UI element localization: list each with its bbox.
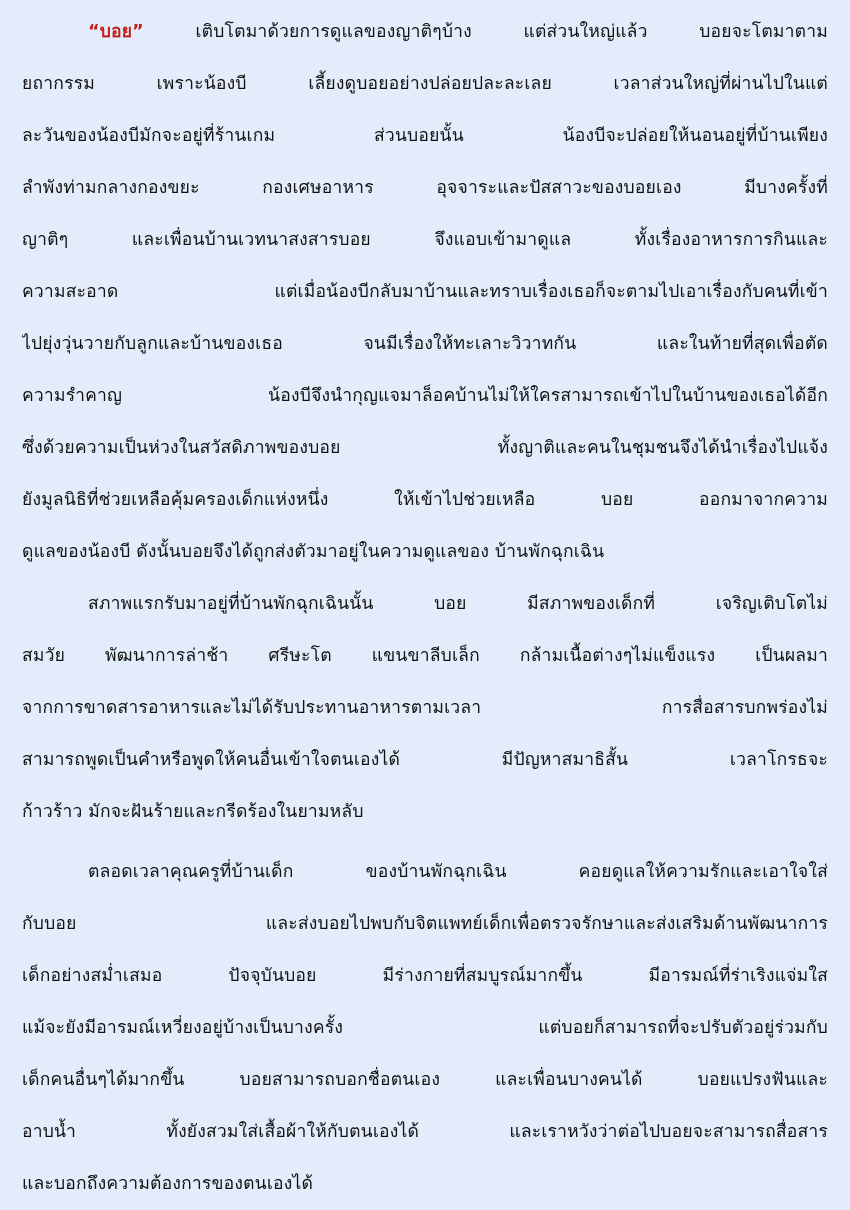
text-line: เด็กคนอื่นๆได้มากขึ้น บอยสามารถบอกชื่อตนเอง และเพื่อนบางคนได้ บอยแปรงฟันและ	[22, 1070, 828, 1090]
text-line: และบอกถึงความต้องการของตนเองได้	[22, 1174, 314, 1194]
text-line: ลำพังท่ามกลางกองขยะ กองเศษอาหาร อุจจาระและปัสสาวะของบอยเอง มีบางครั้งที่	[22, 178, 828, 198]
paragraph-3	[22, 846, 828, 1210]
text-line: ยังมูลนิธิที่ช่วยเหลือคุ้มครองเด็กแห่งหนึ่ง ให้เข้าไปช่วยเหลือ บอย ออกมาจากความ	[22, 490, 828, 510]
line-text: เติบโตมาด้วยการดูแลของญาติๆบ้าง แต่ส่วนใหญ่แล้ว บอยจะโตมาตาม	[143, 22, 828, 42]
paragraph-2	[22, 578, 828, 838]
text-line: สมวัย พัฒนาการล่าช้า ศรีษะโต แขนขาลีบเล็ก กล้ามเนื้อต่างๆไม่แข็งแรง เป็นผลมา	[22, 646, 828, 666]
paragraph-gap	[22, 838, 828, 846]
text-line: ตลอดเวลาคุณครูที่บ้านเด็ก ของบ้านพักฉุกเฉิน คอยดูแลให้ความรักและเอาใจใส่	[88, 862, 828, 882]
text-line: ดูแลของน้องบี ดังนั้นบอยจึงได้ถูกส่งตัวมาอยู่ในความดูแลของ บ้านพักฉุกเฉิน	[22, 542, 605, 562]
text-line: อาบน้ำ ทั้งยังสวมใส่เสื้อผ้าให้กับตนเองได้ และเราหวังว่าต่อไปบอยจะสามารถสื่อสาร	[22, 1122, 828, 1142]
text-line: เด็กอย่างสม่ำเสมอ ปัจจุบันบอย มีร่างกายที่สมบูรณ์มากขึ้น มีอารมณ์ที่ร่าเริงแจ่มใส	[22, 966, 828, 986]
paragraph-1	[22, 6, 828, 578]
text-line	[22, 6, 828, 58]
text-line: ญาติๆ และเพื่อนบ้านเวทนาสงสารบอย จึงแอบเข้ามาดูแล ทั้งเรื่องอาหารการกินและ	[22, 230, 828, 250]
text-line: ไปยุ่งวุ่นวายกับลูกและบ้านของเธอ จนมีเรื่องให้ทะเลาะวิวาทกัน และในท้ายที่สุดเพื่อตัด	[22, 334, 828, 354]
highlighted-name: “บอย”	[88, 22, 144, 42]
text-line: ความสะอาด แต่เมื่อน้องบีกลับมาบ้านและทราบเรื่องเธอก็จะตามไปเอาเรื่องกับคนที่เข้า	[22, 282, 828, 302]
text-line: ละวันของน้องบีมักจะอยู่ที่ร้านเกม ส่วนบอยนั้น น้องบีจะปล่อยให้นอนอยู่ที่บ้านเพียง	[22, 126, 828, 146]
text-line: สภาพแรกรับมาอยู่ที่บ้านพักฉุกเฉินนั้น บอย มีสภาพของเด็กที่ เจริญเติบโตไม่	[88, 594, 828, 614]
text-line: สามารถพูดเป็นคำหรือพูดให้คนอื่นเข้าใจตนเองได้ มีปัญหาสมาธิสั้น เวลาโกรธจะ	[22, 750, 828, 770]
text-line: ความรำคาญ น้องบีจึงนำกุญแจมาล็อคบ้านไม่ให้ใครสามารถเข้าไปในบ้านของเธอได้อีก	[22, 386, 828, 406]
text-line: แม้จะยังมีอารมณ์เหวี่ยงอยู่บ้างเป็นบางครั้ง แต่บอยก็สามารถที่จะปรับตัวอยู่ร่วมกับ	[22, 1018, 828, 1038]
text-line: ซึ่งด้วยความเป็นห่วงในสวัสดิภาพของบอย ทั้งญาติและคนในชุมชนจึงได้นำเรื่องไปแจ้ง	[22, 438, 828, 458]
text-line: จากการขาดสารอาหารและไม่ได้รับประทานอาหารตามเวลา การสื่อสารบกพร่องไม่	[22, 698, 828, 718]
text-line: กับบอย และส่งบอยไปพบกับจิตแพทย์เด็กเพื่อตรวจรักษาและส่งเสริมด้านพัฒนาการ	[22, 914, 828, 934]
text-line: ยถากรรม เพราะน้องบี เลี้ยงดูบอยอย่างปล่อยปละละเลย เวลาส่วนใหญ่ที่ผ่านไปในแต่	[22, 74, 828, 94]
text-line: ก้าวร้าว มักจะฝันร้ายและกรีดร้องในยามหลับ	[22, 802, 364, 822]
